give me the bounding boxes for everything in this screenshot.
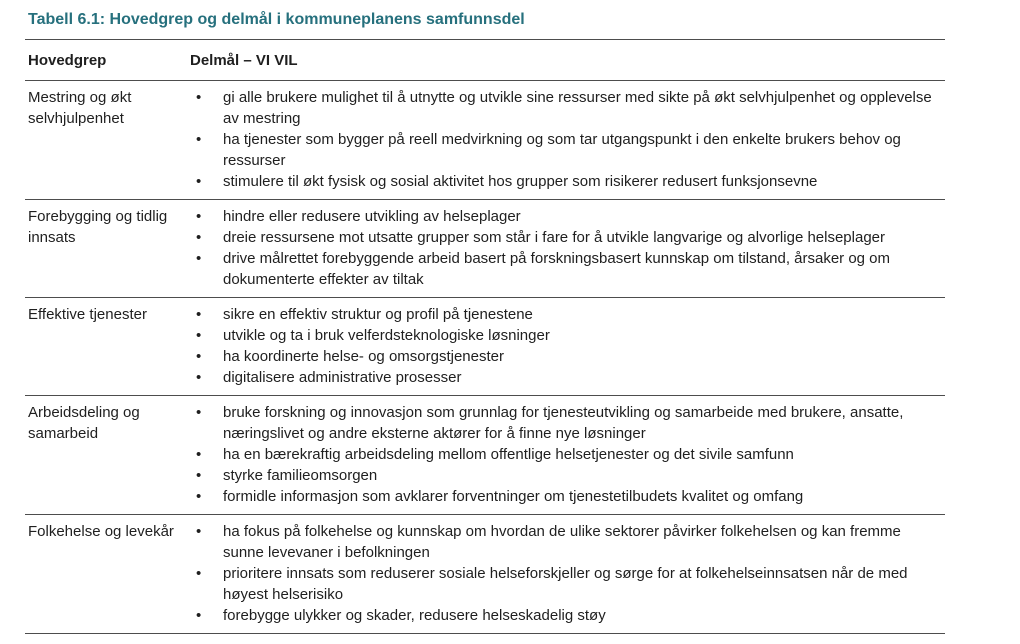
bullet-icon: • bbox=[196, 208, 202, 225]
bullet-text: utvikle og ta i bruk velferdsteknologiske løsninger bbox=[223, 327, 550, 344]
bullet-item bbox=[190, 605, 945, 626]
bullet-text: dreie ressursene mot utsatte grupper som står i fare for å utvikle langvarige og alvorlige helseplager bbox=[223, 229, 886, 246]
bullet-text: ha en bærekraftig arbeidsdeling mellom offentlige helsetjenester og det sivile samfunn bbox=[223, 446, 794, 463]
bullet-icon: • bbox=[196, 327, 202, 344]
bullet-item bbox=[190, 206, 945, 227]
bullet-icon: • bbox=[196, 369, 202, 386]
bullet-item bbox=[190, 465, 945, 486]
bullet-icon: • bbox=[196, 173, 202, 190]
hovedgrep-cell: Arbeidsdeling og samarbeid bbox=[28, 404, 140, 442]
table-row bbox=[25, 396, 945, 515]
hovedgrep-cell: Mestring og økt selvhjulpenhet bbox=[28, 89, 132, 127]
delmal-cell bbox=[190, 521, 945, 626]
bullet-item bbox=[190, 129, 945, 171]
bullet-icon: • bbox=[196, 250, 202, 267]
bullet-item bbox=[190, 521, 945, 563]
table-header-row bbox=[25, 40, 945, 81]
hovedgrep-cell: Forebygging og tidlig innsats bbox=[28, 208, 168, 246]
bullet-icon: • bbox=[196, 488, 202, 505]
bullet-item bbox=[190, 304, 945, 325]
bullet-item bbox=[190, 87, 945, 129]
bullet-item bbox=[190, 346, 945, 367]
bullet-text: bruke forskning og innovasjon som grunnlag for tjenesteutvikling og samarbeide med brukere, ansatte, næringslivet og andre eksterne aktører for å finne nye løsninger bbox=[223, 404, 904, 442]
bullet-text: sikre en effektiv struktur og profil på tjenestene bbox=[223, 306, 533, 323]
table-row bbox=[25, 81, 945, 200]
table-body bbox=[25, 81, 945, 633]
bullet-text: prioritere innsats som reduserer sosiale helseforskjeller og sørge for at folkehelseinnsatsen når de med høyest helserisiko bbox=[223, 565, 908, 603]
bullet-icon: • bbox=[196, 467, 202, 484]
bullet-icon: • bbox=[196, 89, 202, 106]
bullet-text: hindre eller redusere utvikling av helseplager bbox=[223, 208, 521, 225]
table-row bbox=[25, 515, 945, 633]
bullet-text: gi alle brukere mulighet til å utnytte og utvikle sine ressurser med sikte på økt selvhjulpenhet og opplevelse av mestring bbox=[223, 89, 932, 127]
table bbox=[25, 39, 945, 634]
bullet-icon: • bbox=[196, 523, 202, 540]
bullet-item bbox=[190, 171, 945, 192]
bullet-text: digitalisere administrative prosesser bbox=[223, 369, 462, 386]
delmal-cell bbox=[190, 304, 945, 388]
bullet-text: ha fokus på folkehelse og kunnskap om hvordan de ulike sektorer påvirker folkehelsen og kan fremme sunne levevaner i befolkningen bbox=[223, 523, 901, 561]
hovedgrep-cell: Effektive tjenester bbox=[28, 306, 147, 323]
bullet-icon: • bbox=[196, 565, 202, 582]
bullet-icon: • bbox=[196, 131, 202, 148]
bullet-icon: • bbox=[196, 446, 202, 463]
bullet-item bbox=[190, 444, 945, 465]
bullet-icon: • bbox=[196, 229, 202, 246]
bullet-text: ha tjenester som bygger på reell medvirkning og som tar utgangspunkt i den enkelte brukers behov og ressurser bbox=[223, 131, 901, 169]
delmal-cell bbox=[190, 87, 945, 192]
bullet-item bbox=[190, 563, 945, 605]
table-row bbox=[25, 298, 945, 396]
delmal-cell bbox=[190, 206, 945, 290]
table-caption: Tabell 6.1: Hovedgrep og delmål i kommuneplanens samfunnsdel bbox=[28, 11, 525, 28]
bullet-icon: • bbox=[196, 607, 202, 624]
bullet-item bbox=[190, 325, 945, 346]
bullet-item bbox=[190, 227, 945, 248]
bullet-text: forebygge ulykker og skader, redusere helseskadelig støy bbox=[223, 607, 606, 624]
column-header-delmal: Delmål – VI VIL bbox=[190, 52, 298, 69]
bullet-icon: • bbox=[196, 348, 202, 365]
bullet-text: stimulere til økt fysisk og sosial aktivitet hos grupper som risikerer redusert funksjonsevne bbox=[223, 173, 818, 190]
bullet-text: drive målrettet forebyggende arbeid basert på forskningsbasert kunnskap om tilstand, årsaker og om dokumenterte effekter av tiltak bbox=[223, 250, 891, 288]
delmal-cell bbox=[190, 402, 945, 507]
column-header-hovedgrep: Hovedgrep bbox=[28, 52, 107, 69]
table-row bbox=[25, 200, 945, 298]
bullet-icon: • bbox=[196, 404, 202, 421]
bullet-item bbox=[190, 367, 945, 388]
bullet-text: styrke familieomsorgen bbox=[223, 467, 378, 484]
bullet-item bbox=[190, 486, 945, 507]
bullet-icon: • bbox=[196, 306, 202, 323]
hovedgrep-cell: Folkehelse og levekår bbox=[28, 523, 174, 540]
bullet-item bbox=[190, 248, 945, 290]
bullet-text: formidle informasjon som avklarer forventninger om tjenestetilbudets kvalitet og omfang bbox=[223, 488, 804, 505]
bullet-text: ha koordinerte helse- og omsorgstjenester bbox=[223, 348, 504, 365]
bullet-item bbox=[190, 402, 945, 444]
document-page bbox=[0, 10, 1020, 634]
